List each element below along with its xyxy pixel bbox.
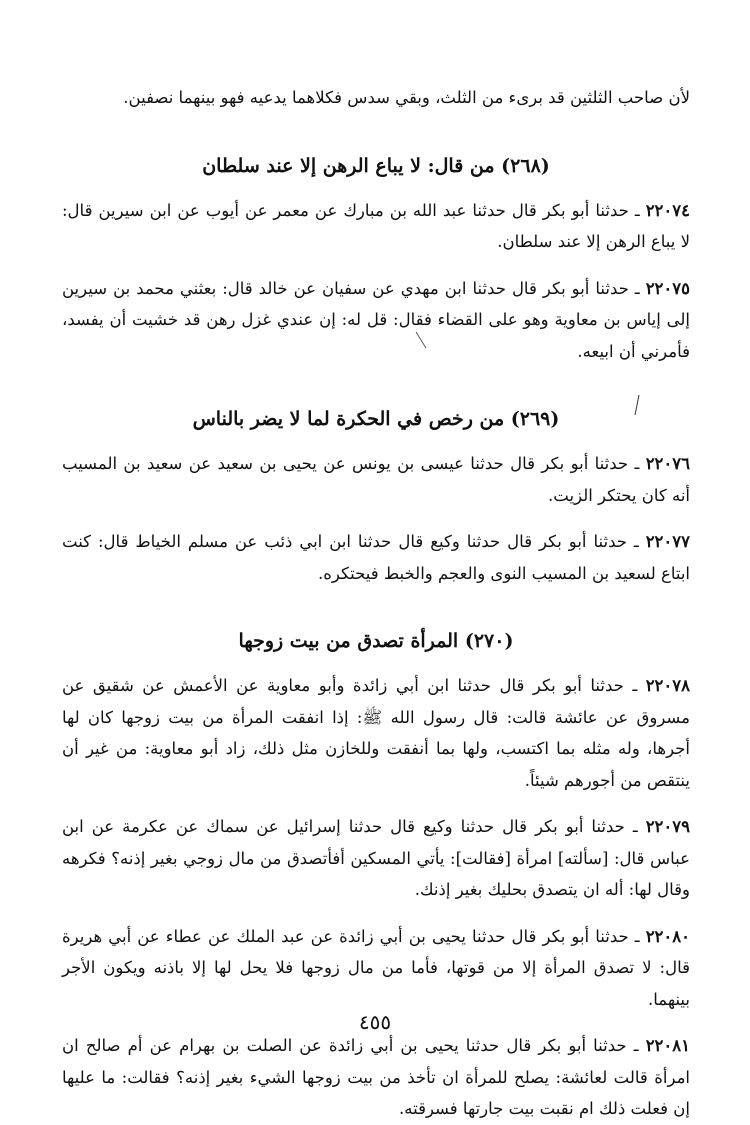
page-body [62, 82, 690, 1125]
hadith-number: ٢٢٠٧٤ [645, 200, 690, 220]
hadith-number: ٢٢٠٧٨ [645, 676, 690, 695]
section-heading: (٢٧٠) المرأة تصدق من بيت زوجها [238, 630, 514, 652]
hadith-number: ٢٢٠٧٧ [645, 532, 690, 551]
hadith-text: ـ حدثنا أبو بكر قال حدثنا يحيى بن أبي زائدة عن عبد الملك عن عطاء عن أبي هريرة قال: لا تصدق المرأة إلا من قوتها، فأما من مال زوجها فلا يحل لها إلا باذنه ويكون الأجر بينهما. [62, 926, 690, 1009]
hadith-number: ٢٢٠٧٦ [645, 454, 690, 473]
section-heading: (٢٦٨) من قال: لا يباع الرهن إلا عند سلطان [202, 154, 550, 177]
page-number: ٤٥٥ [358, 1010, 392, 1034]
hadith-paragraph [62, 811, 690, 906]
hadith-text: ـ حدثنا أبو بكر قال حدثنا يحيى بن أبي زائدة عن الصلت بن بهرام عن أم صالح ان امرأة قالت لعائشة: يصلح للمرأة ان تأخذ من بيت زوجها الشيء بغير إذنه؟ فقالت: ما عليها إن فعلت ذلك ام نقبت بيت جارتها فسرقته. [62, 1036, 690, 1118]
hadith-paragraph [62, 273, 690, 368]
intro-paragraph: لأن صاحب الثلثين قد برىء من الثلث، وبقي سدس فكلاهما يدعيه فهو بينهما نصفين. [123, 88, 690, 107]
hadith-paragraph [62, 670, 690, 796]
pen-mark [414, 330, 428, 350]
pen-stroke-mark [632, 394, 642, 416]
hadith-paragraph [62, 921, 690, 1016]
hadith-number: ٢٢٠٨١ [645, 1036, 690, 1055]
hadith-text: ـ حدثنا أبو بكر قال حدثنا ابن مهدي عن سفيان عن خالد قال: بعثني محمد بن سيرين إلى إياس بن معاوية وهو على القضاء فقال: قل له: إن عندي غزل رهن قد خشيت أن يفسد، فأمرني أن ابيعه. [62, 278, 691, 361]
hadith-number: ٢٢٠٧٩ [645, 817, 690, 836]
hadith-number: ٢٢٠٨٠ [645, 926, 690, 946]
hadith-paragraph [62, 1030, 690, 1125]
hadith-text: ـ حدثنا أبو بكر قال حدثنا وكيع قال حدثنا ابن ابي ذئب عن مسلم الخياط قال: كنت ابتاع لسعيد بن المسيب النوى والعجم والخبط فيحتكره. [62, 532, 690, 583]
hadith-number: ٢٢٠٧٥ [645, 278, 690, 298]
hadith-paragraph [62, 195, 690, 258]
section-269 [62, 404, 690, 589]
section-270 [62, 626, 690, 1125]
section-268 [62, 151, 690, 368]
hadith-paragraph [62, 448, 690, 511]
hadith-paragraph [62, 526, 690, 589]
hadith-text: ـ حدثنا أبو بكر قال حدثنا ابن أبي زائدة وأبو معاوية عن الأعمش عن شقيق عن مسروق عن عائشة قالت: قال رسول الله ﷺ: إذا انفقت المرأة من بيت زوجها كان لها أجرها، وله مثله بما اكتسب، ولها بما أنفقت وللخازن مثل ذلك، زاد أبو معاوية: من غير أن ينتقص من أجورهم شيئاً. [62, 676, 690, 790]
hadith-text: ـ حدثنا أبو بكر قال حدثنا وكيع قال حدثنا إسرائيل عن سماك عن عكرمة عن ابن عباس قال: [سألته] امرأة [فقالت]: يأتي المسكين أفأتصدق من مال زوجي بغير إذنه؟ فكرهه وقال لها: أله ان يتصدق بحليك بغير إذنك. [62, 817, 690, 899]
hadith-text: ـ حدثنا أبو بكر قال حدثنا عيسى بن يونس عن يحيى بن سعيد عن سعيد بن المسيب أنه كان يحتكر الزيت. [62, 454, 690, 505]
section-heading: (٢٦٩) من رخص في الحكرة لما لا يضر بالناس [192, 408, 560, 430]
hadith-text: ـ حدثنا أبو بكر قال حدثنا عبد الله بن مبارك عن معمر عن أيوب عن ابن سيرين قال: لا يباع الرهن إلا عند سلطان. [62, 200, 690, 251]
